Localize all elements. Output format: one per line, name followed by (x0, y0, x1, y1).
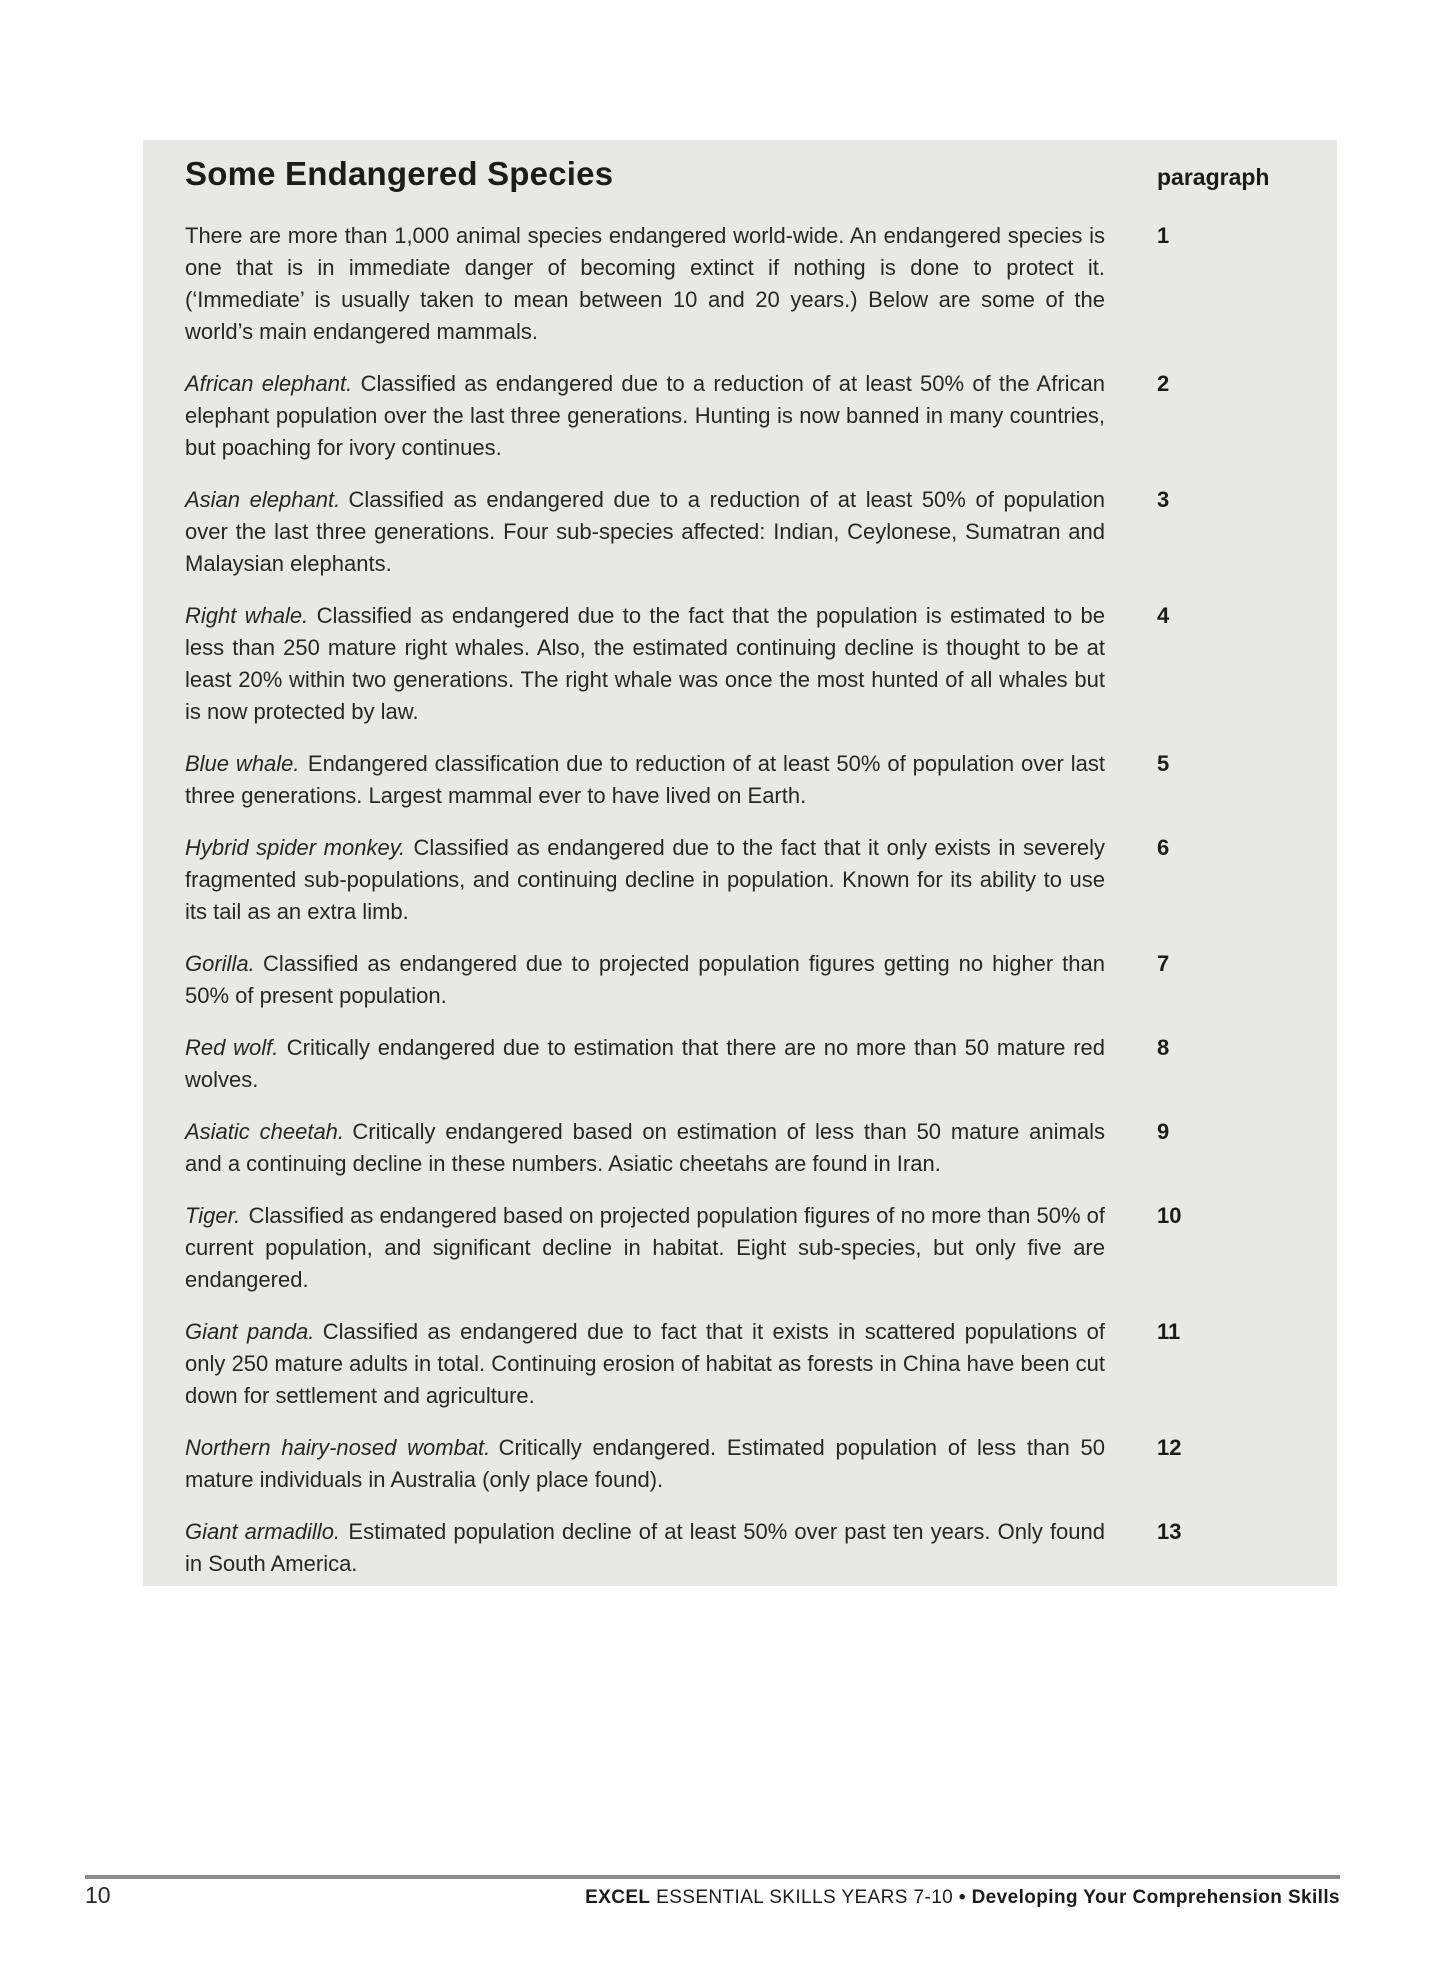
paragraph-row (185, 832, 1297, 928)
page-footer (85, 1875, 1340, 1909)
paragraph-body-text: Classified as endangered due to fact that it exists in scattered populations of only 250 mature adults in total. Continuing erosion of habitat as forests in China have been cut down for settlement and agriculture. (185, 1319, 1106, 1408)
paragraph-row (185, 600, 1297, 728)
species-name: Blue whale. (185, 751, 300, 776)
paragraph-column-header: paragraph (1157, 164, 1270, 190)
paragraph-body-text: Classified as endangered due to a reduction of at least 50% of the African elephant population over the last three generations. Hunting is now banned in many countries, but poaching for ivory continues. (185, 371, 1106, 460)
paragraph-body-text: Critically endangered based on estimation of less than 50 mature animals and a continuing decline in these numbers. Asiatic cheetahs are found in Iran. (185, 1119, 1105, 1176)
paragraph-number: 4 (1157, 603, 1170, 628)
series-brand: EXCEL (585, 1887, 651, 1908)
paragraph-body-text: There are more than 1,000 animal species endangered world-wide. An endangered species is one that is in immediate danger of becoming extinct if nothing is done to protect it. (‘Immediate’ is usually taken to mean between 10 and 20 years.) Below are some of the world’s main endangered mammals. (185, 223, 1105, 344)
paragraph-row (185, 1032, 1297, 1096)
series-subtitle: Developing Your Comprehension Skills (971, 1887, 1340, 1908)
species-name: Giant armadillo. (185, 1519, 341, 1544)
footer-row (85, 1882, 1340, 1909)
paragraph-number: 10 (1157, 1203, 1182, 1228)
paragraph-row (185, 948, 1297, 1012)
paragraph-list (185, 220, 1297, 1580)
species-name: Gorilla. (185, 951, 255, 976)
species-name: Asiatic cheetah. (185, 1119, 345, 1144)
paragraph-row (185, 1516, 1297, 1580)
species-name: African elephant. (185, 371, 353, 396)
species-name: Giant panda. (185, 1319, 315, 1344)
paragraph-text (185, 1516, 1105, 1580)
paragraph-text (185, 832, 1105, 928)
species-name: Asian elephant. (185, 487, 341, 512)
paragraph-body-text: Classified as endangered due to projected population figures getting no higher than 50% of present population. (185, 951, 1105, 1008)
footer-rule (85, 1875, 1340, 1879)
paragraph-text (185, 748, 1105, 812)
paragraph-row (185, 1116, 1297, 1180)
paragraph-text (185, 1032, 1105, 1096)
paragraph-number: 6 (1157, 835, 1170, 860)
species-name: Right whale. (185, 603, 309, 628)
paragraph-row (185, 1200, 1297, 1296)
paragraph-number: 1 (1157, 223, 1170, 248)
paragraph-text (185, 948, 1105, 1012)
paragraph-number: 5 (1157, 751, 1170, 776)
paragraph-body-text: Classified as endangered based on projected population figures of no more than 50% of current population, and significant decline in habitat. Eight sub-species, but only five are endangered. (185, 1203, 1105, 1292)
paragraph-body-text: Critically endangered due to estimation that there are no more than 50 mature red wolves. (185, 1035, 1105, 1092)
series-rest: ESSENTIAL SKILLS YEARS 7-10 (656, 1887, 954, 1908)
paragraph-text (185, 484, 1105, 580)
paragraph-number: 13 (1157, 1519, 1182, 1544)
paragraph-row (185, 1316, 1297, 1412)
paragraph-text (185, 1116, 1105, 1180)
species-name: Hybrid spider monkey. (185, 835, 406, 860)
series-bullet: • (958, 1887, 966, 1908)
paragraph-number: 9 (1157, 1119, 1170, 1144)
paragraph-body-text: Critically endangered. Estimated population of less than 50 mature individuals in Australia (only place found). (185, 1435, 1105, 1492)
paragraph-number: 12 (1157, 1435, 1182, 1460)
article-panel (143, 140, 1337, 1586)
page-number: 10 (85, 1882, 111, 1908)
species-name: Tiger. (185, 1203, 241, 1228)
paragraph-body-text: Classified as endangered due to a reduction of at least 50% of population over the last three generations. Four sub-species affected: Indian, Ceylonese, Sumatran and Malaysian elephants. (185, 487, 1105, 576)
paragraph-row (185, 484, 1297, 580)
paragraph-body-text: Endangered classification due to reduction of at least 50% of population over last three generations. Largest mammal ever to have lived on Earth. (185, 751, 1105, 808)
species-name: Northern hairy-nosed wombat. (185, 1435, 491, 1460)
paragraph-number: 8 (1157, 1035, 1170, 1060)
paragraph-number: 11 (1157, 1319, 1181, 1344)
paragraph-body-text: Classified as endangered due to the fact that the population is estimated to be less than 250 mature right whales. Also, the estimated continuing decline is thought to be at least 20% within two generations. The right whale was once the most hunted of all whales but is now protected by law. (185, 603, 1105, 724)
paragraph-row (185, 1432, 1297, 1496)
paragraph-text (185, 220, 1105, 348)
paragraph-number: 7 (1157, 951, 1170, 976)
paragraph-number: 3 (1157, 487, 1170, 512)
paragraph-text (185, 600, 1105, 728)
paragraph-text (185, 1200, 1105, 1296)
paragraph-number: 2 (1157, 371, 1170, 396)
paragraph-row (185, 368, 1297, 464)
paragraph-text (185, 1316, 1105, 1412)
paragraph-body-text: Classified as endangered due to the fact that it only exists in severely fragmented sub-populations, and continuing decline in population. Known for its ability to use its tail as an extra limb. (185, 835, 1105, 924)
article-header (185, 154, 1297, 194)
paragraph-row (185, 220, 1297, 348)
paragraph-row (185, 748, 1297, 812)
paragraph-text (185, 1432, 1105, 1496)
paragraph-body-text: Estimated population decline of at least 50% over past ten years. Only found in South America. (185, 1519, 1105, 1576)
paragraph-text (185, 368, 1105, 464)
species-name: Red wolf. (185, 1035, 279, 1060)
page-title: Some Endangered Species (185, 155, 614, 192)
footer-series-title (585, 1887, 1340, 1909)
